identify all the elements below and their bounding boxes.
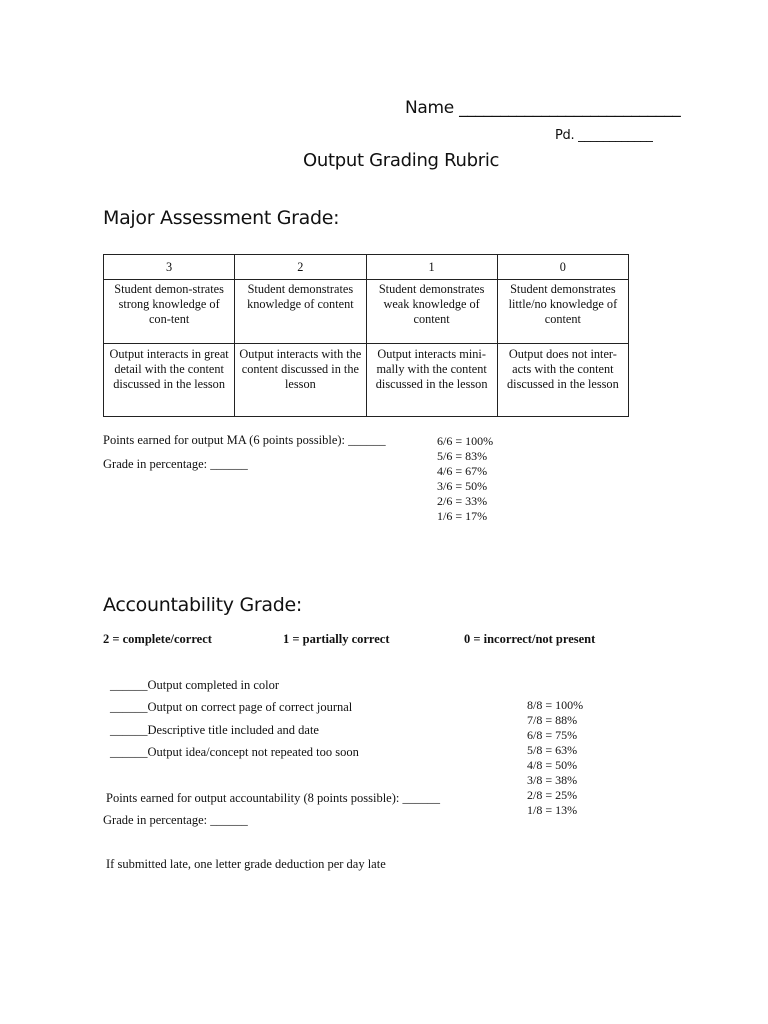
- name-label: Name: [405, 98, 454, 118]
- checklist-item-color[interactable]: ______Output completed in color: [110, 678, 280, 692]
- rubric-cell: Student demon-strates strong knowledge of con-tent: [104, 280, 235, 344]
- scale-entry: 6/6 = 100%: [437, 434, 494, 448]
- checklist-item-page[interactable]: ______Output on correct page of correct journal: [110, 700, 353, 714]
- name-field[interactable]: [405, 98, 680, 118]
- scale-entry: 6/8 = 75%: [527, 728, 578, 742]
- rubric-cell: Student demonstrates knowledge of content: [235, 280, 366, 344]
- rubric-header-cell: 3: [104, 255, 235, 280]
- accountability-heading: Accountability Grade:: [103, 594, 303, 616]
- rubric-cell: Output interacts in great detail with the content discussed in the lesson: [104, 344, 235, 417]
- accountability-grade-scale: [527, 698, 583, 818]
- rubric-header-cell: 1: [366, 255, 497, 280]
- major-grade-percentage[interactable]: Grade in percentage: ______: [103, 457, 248, 471]
- major-grade-scale: [437, 434, 493, 524]
- major-points-earned[interactable]: Points earned for output MA (6 points possible): ______: [103, 433, 386, 447]
- scale-entry: 3/6 = 50%: [437, 479, 488, 493]
- page-title: Output Grading Rubric: [303, 150, 500, 171]
- rubric-cell: Student demonstrates little/no knowledge of content: [497, 280, 628, 344]
- rubric-row-knowledge: [104, 280, 629, 344]
- scale-entry: 2/6 = 33%: [437, 494, 488, 508]
- pd-label: Pd.: [555, 128, 575, 143]
- scale-entry: 4/8 = 50%: [527, 758, 578, 772]
- checklist-item-concept[interactable]: ______Output idea/concept not repeated too soon: [110, 745, 359, 759]
- name-blank[interactable]: ___________________________: [459, 98, 681, 118]
- scale-entry: 1/8 = 13%: [527, 803, 578, 817]
- checklist-item-title[interactable]: ______Descriptive title included and date: [110, 723, 319, 737]
- rubric-header-cell: 0: [497, 255, 628, 280]
- rubric-cell: Student demonstrates weak knowledge of content: [366, 280, 497, 344]
- accountability-points-earned[interactable]: Points earned for output accountability (8 points possible): ______: [106, 791, 440, 805]
- rubric-cell: Output interacts mini-mally with the content discussed in the lesson: [366, 344, 497, 417]
- scale-entry: 2/8 = 25%: [527, 788, 578, 802]
- pd-blank[interactable]: ____________: [578, 128, 653, 143]
- scale-entry: 3/8 = 38%: [527, 773, 578, 787]
- major-rubric-table: [103, 254, 629, 417]
- accountability-grade-percentage[interactable]: Grade in percentage: ______: [103, 813, 248, 827]
- rubric-row-interaction: [104, 344, 629, 417]
- scale-entry: 7/8 = 88%: [527, 713, 578, 727]
- key-complete: 2 = complete/correct: [103, 632, 212, 646]
- scale-entry: 4/6 = 67%: [437, 464, 488, 478]
- rubric-header-row: [104, 255, 629, 280]
- scale-entry: 1/6 = 17%: [437, 509, 488, 523]
- rubric-header-cell: 2: [235, 255, 366, 280]
- period-field[interactable]: [555, 128, 653, 143]
- rubric-cell: Output interacts with the content discussed in the lesson: [235, 344, 366, 417]
- late-policy-note: If submitted late, one letter grade deduction per day late: [106, 857, 386, 871]
- key-partial: 1 = partially correct: [283, 632, 390, 646]
- rubric-cell: Output does not inter-acts with the content discussed in the lesson: [497, 344, 628, 417]
- scale-entry: 5/8 = 63%: [527, 743, 578, 757]
- scale-entry: 5/6 = 83%: [437, 449, 488, 463]
- major-assessment-heading: Major Assessment Grade:: [103, 207, 340, 229]
- key-incorrect: 0 = incorrect/not present: [464, 632, 596, 646]
- scale-entry: 8/8 = 100%: [527, 698, 584, 712]
